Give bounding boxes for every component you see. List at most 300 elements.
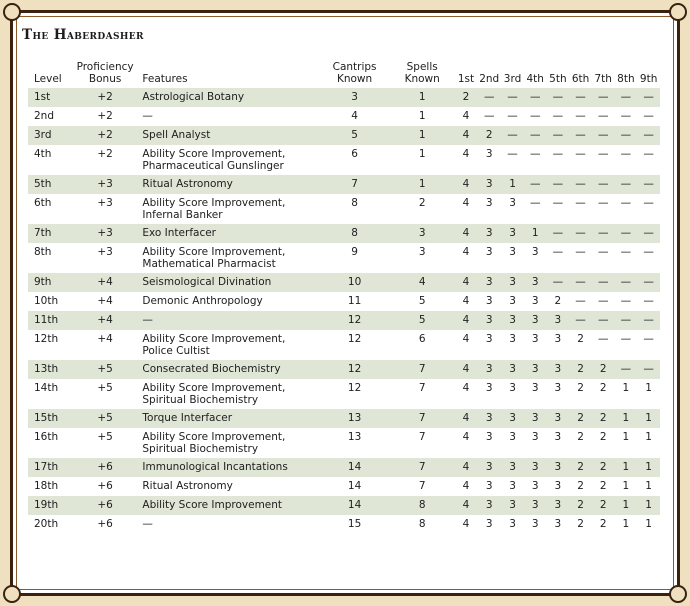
cell-spell-slot: 3 xyxy=(485,148,493,160)
cell-cantrips: 3 xyxy=(351,91,358,103)
cell-spell-slot: 4 xyxy=(462,382,470,394)
cell-spell-slot: 2 xyxy=(599,412,607,424)
cell-spells: 1 xyxy=(418,178,426,190)
cell-spell-slot: 3 xyxy=(531,480,539,492)
cell-spell-slot: 3 xyxy=(554,412,562,424)
cell-spell-slot: — xyxy=(575,246,586,258)
cell-feature: Astrological Botany xyxy=(142,91,245,103)
cell-cantrips: 12 xyxy=(347,314,362,326)
cell-spell-slot: 1 xyxy=(645,518,652,530)
cell-spell-slot: — xyxy=(507,148,518,160)
cell-level: 10th xyxy=(34,295,59,307)
cell-proficiency: +5 xyxy=(97,382,113,394)
cell-spell-slot: 3 xyxy=(554,461,562,473)
cell-spell-slot: 3 xyxy=(485,431,493,443)
cell-spell-slot: — xyxy=(643,333,654,345)
table-row xyxy=(28,273,660,292)
corner-ornament xyxy=(669,3,687,21)
table-row xyxy=(28,409,660,428)
cell-spell-slot: 4 xyxy=(462,412,470,424)
cell-spells: 7 xyxy=(418,363,426,375)
cell-spell-slot: — xyxy=(552,276,564,288)
cell-spell-slot: — xyxy=(620,110,632,122)
cell-spell-slot: — xyxy=(620,246,632,258)
cell-cantrips: 7 xyxy=(351,178,358,190)
cell-spell-slot: — xyxy=(620,148,632,160)
cell-proficiency: +6 xyxy=(97,499,113,511)
cell-spell-slot: 1 xyxy=(509,178,516,190)
cell-cantrips: 9 xyxy=(351,246,358,258)
cell-spell-slot: — xyxy=(643,91,654,103)
cell-level: 18th xyxy=(34,480,59,492)
cell-spell-slot: — xyxy=(597,276,609,288)
cell-spell-slot: — xyxy=(575,295,586,307)
header-slot: 5th xyxy=(549,73,567,85)
cell-spell-slot: 4 xyxy=(462,178,470,190)
cell-spell-slot: — xyxy=(643,246,654,258)
cell-spell-slot: 2 xyxy=(577,412,584,424)
cell-spell-slot: 4 xyxy=(462,148,470,160)
cell-spell-slot: — xyxy=(552,148,564,160)
cell-spell-slot: 2 xyxy=(577,333,584,345)
cell-spell-slot: — xyxy=(620,129,632,141)
cell-proficiency: +6 xyxy=(97,461,113,473)
cell-spell-slot: — xyxy=(597,246,609,258)
cell-spell-slot: 3 xyxy=(509,314,516,326)
cell-spell-slot: 3 xyxy=(554,363,562,375)
cell-spells: 5 xyxy=(418,295,426,307)
cell-spell-slot: 3 xyxy=(509,480,516,492)
cell-cantrips: 12 xyxy=(347,333,362,345)
cell-spell-slot: — xyxy=(529,197,541,209)
table-row xyxy=(28,428,660,458)
cell-spell-slot: — xyxy=(620,178,632,190)
header-slot: 4th xyxy=(526,73,544,85)
table-row xyxy=(28,477,660,496)
table-row xyxy=(28,360,660,379)
cell-spell-slot: 3 xyxy=(554,480,562,492)
cell-feature: — xyxy=(142,110,153,122)
header-proficiency: Proficiency Bonus xyxy=(76,61,134,85)
cell-spell-slot: 4 xyxy=(462,363,470,375)
cell-feature: Exo Interfacer xyxy=(142,227,217,239)
cell-proficiency: +4 xyxy=(97,314,113,326)
table-row xyxy=(28,292,660,311)
cell-spell-slot: 1 xyxy=(645,461,652,473)
cell-spell-slot: 4 xyxy=(462,295,470,307)
cell-spell-slot: 3 xyxy=(509,499,516,511)
cell-spell-slot: — xyxy=(552,129,564,141)
corner-ornament xyxy=(3,585,21,603)
cell-spell-slot: 3 xyxy=(509,333,516,345)
cell-spell-slot: 1 xyxy=(645,431,652,443)
cell-proficiency: +5 xyxy=(97,412,113,424)
cell-spell-slot: 3 xyxy=(485,227,493,239)
cell-level: 9th xyxy=(34,276,52,288)
cell-spell-slot: 1 xyxy=(622,499,630,511)
cell-spells: 8 xyxy=(418,499,426,511)
cell-spell-slot: — xyxy=(643,295,654,307)
cell-spells: 7 xyxy=(418,461,426,473)
cell-cantrips: 13 xyxy=(347,412,362,424)
cell-spell-slot: — xyxy=(597,295,609,307)
cell-spell-slot: — xyxy=(597,197,609,209)
cell-cantrips: 8 xyxy=(351,197,358,209)
table-row xyxy=(28,515,660,534)
header-slot: 3rd xyxy=(503,73,522,85)
cell-spell-slot: 2 xyxy=(485,129,493,141)
cell-spell-slot: 3 xyxy=(554,314,562,326)
cell-cantrips: 5 xyxy=(351,129,358,141)
cell-spell-slot: 1 xyxy=(531,227,539,239)
cell-spell-slot: — xyxy=(643,314,654,326)
cell-spell-slot: 3 xyxy=(531,518,539,530)
cell-spell-slot: — xyxy=(575,110,586,122)
cell-spell-slot: 2 xyxy=(577,431,584,443)
cell-spell-slot: — xyxy=(575,314,586,326)
cell-spell-slot: — xyxy=(483,91,495,103)
cell-level: 16th xyxy=(34,431,59,443)
cell-spell-slot: 3 xyxy=(509,412,516,424)
cell-feature: Ability Score Improvement, Spiritual Biochemistry xyxy=(142,431,286,455)
cell-spell-slot: — xyxy=(597,148,609,160)
cell-spell-slot: 3 xyxy=(554,382,562,394)
cell-feature: Seismological Divination xyxy=(142,276,272,288)
cell-spell-slot: 3 xyxy=(485,276,493,288)
cell-spell-slot: 3 xyxy=(531,363,539,375)
cell-spell-slot: — xyxy=(597,129,609,141)
cell-spell-slot: — xyxy=(552,110,564,122)
cell-spell-slot: — xyxy=(597,91,609,103)
cell-spell-slot: 2 xyxy=(599,499,607,511)
cell-spell-slot: — xyxy=(597,314,609,326)
cell-level: 20th xyxy=(34,518,59,530)
cell-spell-slot: — xyxy=(529,129,541,141)
class-table xyxy=(28,61,660,534)
cell-cantrips: 4 xyxy=(351,110,358,122)
cell-level: 13th xyxy=(34,363,59,375)
cell-spell-slot: — xyxy=(575,178,586,190)
cell-spell-slot: 1 xyxy=(622,480,630,492)
cell-feature: Immunological Incantations xyxy=(142,461,288,473)
cell-spell-slot: 3 xyxy=(554,518,562,530)
cell-spell-slot: — xyxy=(597,110,609,122)
header-slot: 1st xyxy=(457,73,475,85)
cell-spell-slot: 4 xyxy=(462,197,470,209)
header-cantrips: Cantrips Known xyxy=(332,61,377,85)
cell-spells: 4 xyxy=(418,276,426,288)
cell-spell-slot: 4 xyxy=(462,129,470,141)
cell-proficiency: +3 xyxy=(97,178,113,190)
cell-spell-slot: — xyxy=(643,276,654,288)
cell-spell-slot: 4 xyxy=(462,518,470,530)
cell-spell-slot: — xyxy=(575,276,586,288)
cell-spell-slot: 2 xyxy=(462,91,470,103)
cell-spell-slot: — xyxy=(643,110,654,122)
cell-proficiency: +4 xyxy=(97,276,113,288)
cell-spell-slot: 1 xyxy=(622,518,630,530)
cell-level: 5th xyxy=(34,178,52,190)
cell-level: 2nd xyxy=(34,110,55,122)
cell-proficiency: +2 xyxy=(97,148,113,160)
cell-spell-slot: 3 xyxy=(531,295,539,307)
cell-spell-slot: 2 xyxy=(599,363,607,375)
table-row xyxy=(28,126,660,145)
cell-proficiency: +6 xyxy=(97,518,113,530)
cell-spell-slot: — xyxy=(620,276,632,288)
header-spells: Spells Known xyxy=(404,61,440,85)
cell-spell-slot: 4 xyxy=(462,314,470,326)
cell-spell-slot: 3 xyxy=(554,499,562,511)
table-row xyxy=(28,88,660,107)
cell-spell-slot: 2 xyxy=(599,431,607,443)
cell-spell-slot: 1 xyxy=(622,431,630,443)
cell-spell-slot: 4 xyxy=(462,227,470,239)
cell-feature: Consecrated Biochemistry xyxy=(142,363,281,375)
cell-spell-slot: 3 xyxy=(509,295,516,307)
cell-cantrips: 12 xyxy=(347,363,362,375)
cell-spell-slot: 3 xyxy=(531,382,539,394)
cell-spell-slot: — xyxy=(507,91,518,103)
cell-spell-slot: — xyxy=(529,110,541,122)
header-slot: 6th xyxy=(571,73,590,85)
table-row xyxy=(28,330,660,360)
cell-spell-slot: 3 xyxy=(554,431,562,443)
cell-spell-slot: — xyxy=(575,197,586,209)
cell-spell-slot: 3 xyxy=(509,246,516,258)
cell-spell-slot: — xyxy=(529,148,541,160)
cell-spell-slot: 3 xyxy=(531,431,539,443)
cell-spell-slot: — xyxy=(643,363,654,375)
cell-spell-slot: — xyxy=(597,178,609,190)
cell-spell-slot: 4 xyxy=(462,246,470,258)
cell-spells: 7 xyxy=(418,412,426,424)
cell-spell-slot: 3 xyxy=(509,276,516,288)
cell-spell-slot: 3 xyxy=(509,431,516,443)
cell-spell-slot: — xyxy=(620,295,632,307)
cell-proficiency: +4 xyxy=(97,295,113,307)
cell-cantrips: 15 xyxy=(347,518,362,530)
cell-spells: 7 xyxy=(418,431,426,443)
cell-spell-slot: 1 xyxy=(645,382,652,394)
cell-spell-slot: 2 xyxy=(599,480,607,492)
cell-spell-slot: 3 xyxy=(509,461,516,473)
cell-cantrips: 14 xyxy=(347,499,362,511)
cell-spell-slot: 2 xyxy=(577,480,584,492)
cell-spells: 1 xyxy=(418,91,426,103)
cell-spells: 7 xyxy=(418,480,426,492)
cell-spells: 7 xyxy=(418,382,426,394)
cell-feature: — xyxy=(142,314,153,326)
cell-spell-slot: 4 xyxy=(462,431,470,443)
cell-spell-slot: — xyxy=(575,148,586,160)
table-row xyxy=(28,243,660,273)
cell-spell-slot: 3 xyxy=(531,499,539,511)
cell-proficiency: +2 xyxy=(97,129,113,141)
cell-spell-slot: — xyxy=(643,227,654,239)
header-slot: 9th xyxy=(639,73,658,85)
table-row xyxy=(28,458,660,477)
cell-level: 19th xyxy=(34,499,59,511)
cell-spell-slot: — xyxy=(620,197,632,209)
table-row xyxy=(28,194,660,224)
cell-spell-slot: — xyxy=(529,91,541,103)
cell-cantrips: 8 xyxy=(351,227,358,239)
header-features: Features xyxy=(142,73,188,85)
cell-level: 3rd xyxy=(34,129,52,141)
cell-spell-slot: 2 xyxy=(577,382,584,394)
cell-spell-slot: — xyxy=(552,227,564,239)
cell-feature: Torque Interfacer xyxy=(142,412,233,424)
table-row xyxy=(28,379,660,409)
cell-spell-slot: 4 xyxy=(462,110,470,122)
cell-spells: 6 xyxy=(418,333,426,345)
cell-level: 15th xyxy=(34,412,59,424)
cell-spell-slot: — xyxy=(552,246,564,258)
cell-spell-slot: 1 xyxy=(645,499,652,511)
cell-feature: Ability Score Improvement, Pharmaceutical Gunslinger xyxy=(142,148,286,172)
cell-feature: Ability Score Improvement, Mathematical Pharmacist xyxy=(142,246,286,270)
cell-spell-slot: 3 xyxy=(485,314,493,326)
cell-spell-slot: 3 xyxy=(485,480,493,492)
cell-spell-slot: 3 xyxy=(554,333,562,345)
cell-spell-slot: 3 xyxy=(531,314,539,326)
cell-spell-slot: 2 xyxy=(599,382,607,394)
cell-spell-slot: 1 xyxy=(622,412,630,424)
cell-spell-slot: 3 xyxy=(509,363,516,375)
cell-spells: 1 xyxy=(418,148,426,160)
cell-spell-slot: — xyxy=(620,333,632,345)
cell-proficiency: +6 xyxy=(97,480,113,492)
table-title: The Haberdasher xyxy=(22,27,144,43)
table-row xyxy=(28,224,660,243)
cell-level: 4th xyxy=(34,148,52,160)
cell-spell-slot: 3 xyxy=(531,461,539,473)
cell-cantrips: 6 xyxy=(351,148,358,160)
cell-level: 6th xyxy=(34,197,52,209)
cell-spell-slot: — xyxy=(552,178,564,190)
cell-spell-slot: 3 xyxy=(485,178,493,190)
cell-cantrips: 11 xyxy=(347,295,362,307)
cell-spell-slot: 1 xyxy=(622,382,630,394)
cell-spell-slot: 2 xyxy=(577,461,584,473)
cell-proficiency: +4 xyxy=(97,333,113,345)
cell-spell-slot: 3 xyxy=(485,382,493,394)
cell-spell-slot: 4 xyxy=(462,499,470,511)
cell-spell-slot: — xyxy=(552,197,564,209)
cell-spells: 5 xyxy=(418,314,426,326)
cell-spell-slot: — xyxy=(575,129,586,141)
cell-spell-slot: 4 xyxy=(462,276,470,288)
cell-spell-slot: — xyxy=(643,148,654,160)
cell-feature: Ability Score Improvement, Spiritual Biochemistry xyxy=(142,382,286,406)
cell-spell-slot: 3 xyxy=(485,518,493,530)
header-slot: 8th xyxy=(617,73,635,85)
cell-level: 14th xyxy=(34,382,59,394)
cell-spell-slot: — xyxy=(597,227,609,239)
cell-spell-slot: — xyxy=(643,178,654,190)
cell-spell-slot: — xyxy=(620,363,632,375)
cell-feature: Ritual Astronomy xyxy=(142,178,233,190)
cell-spells: 1 xyxy=(418,110,426,122)
cell-level: 1st xyxy=(34,91,51,103)
cell-level: 11th xyxy=(34,314,59,326)
cell-spell-slot: — xyxy=(620,227,632,239)
cell-spell-slot: 2 xyxy=(599,518,607,530)
cell-spell-slot: 1 xyxy=(645,480,652,492)
cell-proficiency: +3 xyxy=(97,227,113,239)
cell-spell-slot: 2 xyxy=(577,518,584,530)
cell-cantrips: 14 xyxy=(347,461,362,473)
cell-spells: 2 xyxy=(418,197,426,209)
header-row xyxy=(28,61,660,88)
cell-spell-slot: 3 xyxy=(485,363,493,375)
cell-spell-slot: 2 xyxy=(577,499,584,511)
cell-spell-slot: 2 xyxy=(599,461,607,473)
cell-spell-slot: 2 xyxy=(577,363,584,375)
cell-spell-slot: 3 xyxy=(509,382,516,394)
cell-level: 12th xyxy=(34,333,59,345)
cell-feature: Ability Score Improvement xyxy=(142,499,283,511)
cell-spell-slot: 3 xyxy=(485,197,493,209)
cell-cantrips: 10 xyxy=(347,276,362,288)
cell-level: 8th xyxy=(34,246,52,258)
cell-proficiency: +3 xyxy=(97,246,113,258)
cell-spell-slot: 1 xyxy=(622,461,630,473)
cell-spell-slot: — xyxy=(597,333,609,345)
cell-spell-slot: 3 xyxy=(485,499,493,511)
cell-spell-slot: — xyxy=(575,91,586,103)
cell-spell-slot: 1 xyxy=(645,412,652,424)
cell-spell-slot: — xyxy=(529,178,541,190)
header-slot: 2nd xyxy=(479,73,500,85)
cell-level: 17th xyxy=(34,461,59,473)
cell-spell-slot: — xyxy=(620,314,632,326)
cell-spell-slot: 3 xyxy=(485,295,493,307)
cell-spell-slot: 4 xyxy=(462,480,470,492)
cell-spell-slot: 3 xyxy=(485,461,493,473)
table-row xyxy=(28,175,660,194)
header-level: Level xyxy=(34,73,62,85)
cell-proficiency: +3 xyxy=(97,197,113,209)
cell-spell-slot: 3 xyxy=(531,333,539,345)
table-row xyxy=(28,107,660,126)
cell-spell-slot: 3 xyxy=(531,276,539,288)
cell-cantrips: 12 xyxy=(347,382,362,394)
cell-spell-slot: 4 xyxy=(462,333,470,345)
cell-feature: Ability Score Improvement, Infernal Banker xyxy=(142,197,286,221)
table-row xyxy=(28,311,660,330)
cell-feature: Spell Analyst xyxy=(142,129,211,141)
cell-proficiency: +2 xyxy=(97,110,113,122)
cell-spell-slot: 3 xyxy=(509,227,516,239)
cell-spell-slot: — xyxy=(552,91,564,103)
cell-level: 7th xyxy=(34,227,52,239)
cell-spell-slot: — xyxy=(507,110,518,122)
cell-spells: 8 xyxy=(418,518,426,530)
cell-spell-slot: — xyxy=(620,91,632,103)
cell-spell-slot: 4 xyxy=(462,461,470,473)
cell-spell-slot: 3 xyxy=(531,246,539,258)
cell-spell-slot: 3 xyxy=(485,246,493,258)
cell-feature: Ritual Astronomy xyxy=(142,480,233,492)
cell-spell-slot: 2 xyxy=(554,295,562,307)
cell-spell-slot: — xyxy=(575,227,586,239)
cell-spell-slot: 3 xyxy=(531,412,539,424)
cell-proficiency: +5 xyxy=(97,363,113,375)
table-body xyxy=(28,88,660,534)
cell-proficiency: +2 xyxy=(97,91,113,103)
